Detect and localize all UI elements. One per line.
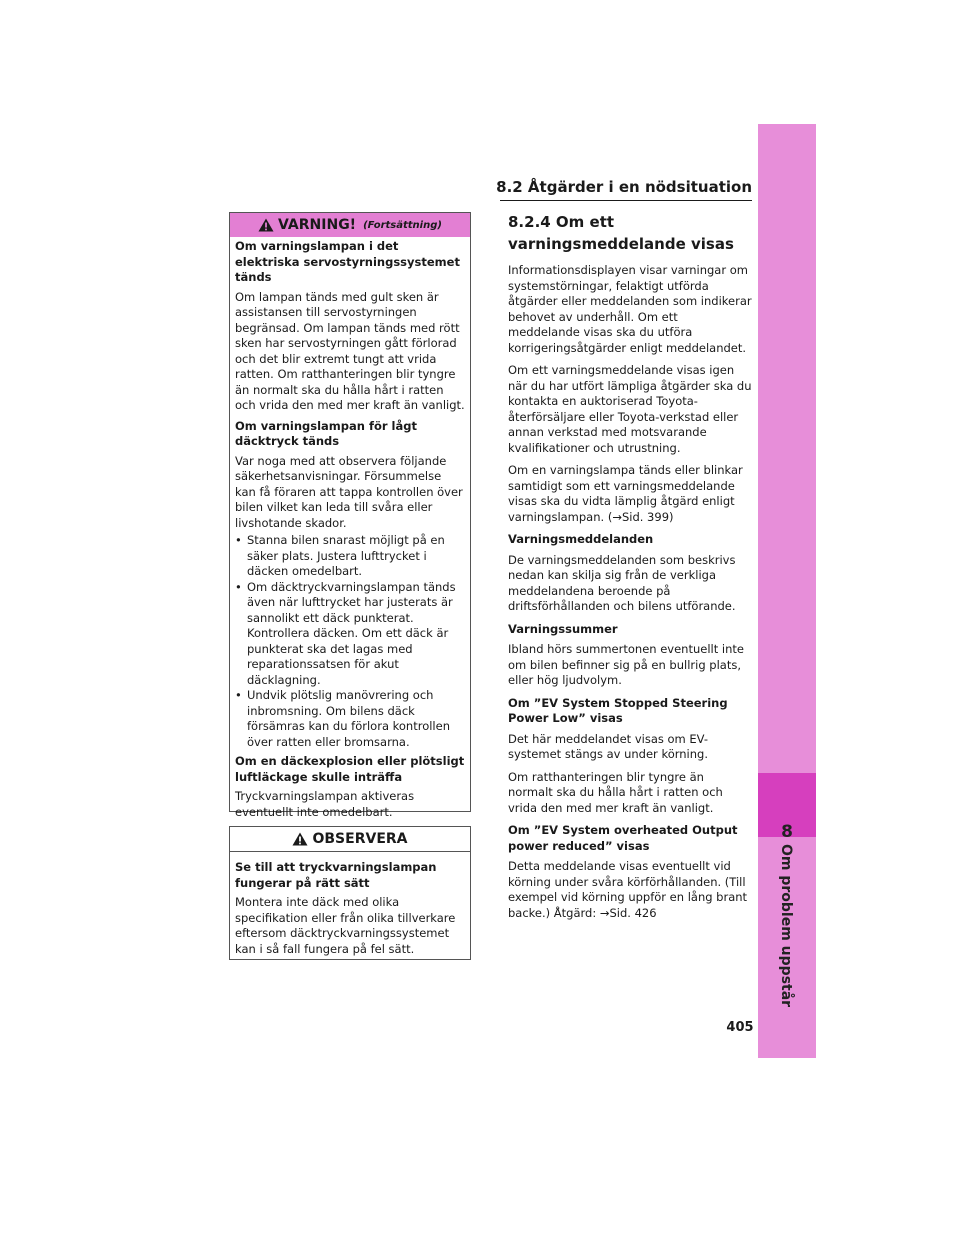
- section-heading-2: Varningssummer: [508, 621, 618, 636]
- section-paragraph-4: De varningsmeddelanden som beskrivs nedan kan skilja sig från de verkliga meddelandena beroende på driftsförhållanden och bilens utförande.: [508, 552, 736, 613]
- warning-box: [229, 212, 471, 819]
- warning-heading-3: Om en däckexplosion eller plötsligt luftläckage skulle inträffa: [235, 754, 465, 784]
- list-item: • Om däcktryckvarningslampan tänds även när lufttrycket har justerats är sannolikt ett däck punkterat. Kontrollera däcken. Om ett däck är punkterat ska det lagas med reparationssatsen för akut däcklagning.: [235, 580, 465, 689]
- section-paragraph-7: Om ratthanteringen blir tyngre än normalt ska du hålla hårt i ratten och vrida den med mer kraft än vanligt.: [508, 769, 723, 815]
- warning-paragraph-3: Tryckvarningslampan aktiveras eventuellt inte omedelbart.: [235, 789, 415, 819]
- section-heading-4: Om ”EV System overheated Output power reduced” visas: [508, 823, 738, 853]
- warning-heading-1: Om varningslampan i det elektriska servostyrningssystemet tänds: [235, 239, 460, 284]
- section-heading-3: Om ”EV System Stopped Steering Power Low” visas: [508, 695, 728, 725]
- chapter-label: Om problem uppstår: [778, 844, 794, 1008]
- list-item: • Stanna bilen snarast möjligt på en säker plats. Justera lufttrycket i däcken omedelbart.: [235, 533, 465, 580]
- section-paragraph-3: Om en varningslampa tänds eller blinkar samtidigt som ett varningsmeddelande visas ska du vidta lämplig åtgärd enligt varningslampan. (→Sid. 399): [508, 463, 743, 524]
- caution-triangle-icon: [292, 832, 308, 846]
- warning-paragraph-1: Om lampan tänds med gult sken är assistansen till servostyrningen begränsad. Om lampan tänds med rött sken har servostyrningen gått förlorad och det blir extremt tungt att vrida ratten. Om ratthanteringen blir tyngre än normalt ska du hålla hårt i ratten och vrida den med mer kraft än vanligt.: [235, 289, 465, 412]
- notice-paragraph: Montera inte däck med olika specifikation eller från olika tillverkare eftersom däcktryckvarningssystemet kan i så fall fungera på fel sätt.: [235, 895, 456, 956]
- warning-bullet-list: [235, 533, 465, 750]
- warning-paragraph-2: Var noga med att observera följande säkerhetsanvisningar. Försummelse kan få föraren att tappa kontrollen över bilen vilket kan leda till svåra eller livshotande skador.: [235, 453, 463, 530]
- section-paragraph-2: Om ett varningsmeddelande visas igen när du har utfört lämpliga åtgärder ska du kontakta en auktoriserad Toyota-återförsäljare eller Toyota-verkstad eller annan verkstad med motsvarande kvalifikationer och utrustning.: [508, 363, 752, 455]
- warning-subtitle: (Fortsättning): [363, 219, 442, 231]
- notice-title: OBSERVERA: [312, 831, 408, 847]
- section-content: [508, 211, 752, 928]
- warning-triangle-icon: [258, 218, 274, 232]
- warning-header: [230, 213, 470, 237]
- section-paragraph-5: Ibland hörs summertonen eventuellt inte om bilen befinner sig på en bullrig plats, eller hög ljudvolym.: [508, 642, 744, 687]
- section-paragraph-1: Informationsdisplayen visar varningar om systemstörningar, felaktigt utförda åtgärder eller meddelanden som indikerar behovet av underhåll. Om ett meddelande visas ska du utföra korrigeringsåtgärder enligt meddelandet.: [508, 263, 752, 355]
- warning-title: VARNING!: [278, 217, 357, 233]
- running-header: 8.2 Åtgärder i en nödsituation: [496, 178, 752, 196]
- notice-box: [229, 826, 471, 960]
- list-item: • Undvik plötslig manövrering och inbromsning. Om bilens däck försämras kan du förlora kontrollen över ratten eller bromsarna.: [235, 688, 465, 750]
- warning-heading-2: Om varningslampan för lågt däcktryck tänds: [235, 418, 417, 448]
- header-rule: [500, 200, 752, 201]
- section-title: 8.2.4 Om ett varningsmeddelande visas: [508, 213, 734, 253]
- chapter-number: 8: [781, 822, 793, 842]
- section-heading-1: Varningsmeddelanden: [508, 532, 654, 546]
- page-number: 405: [726, 1020, 754, 1035]
- notice-header: [230, 827, 470, 852]
- section-paragraph-6: Det här meddelandet visas om EV-systemet stängs av under körning.: [508, 731, 709, 761]
- section-paragraph-8: Detta meddelande visas eventuellt vid körning under svåra körförhållanden. (Till exempel vid körning uppför en lång brant backe.) Åtgärd: →Sid. 426: [508, 859, 748, 920]
- notice-heading: Se till att tryckvarningslampan fungerar på rätt sätt: [235, 860, 437, 890]
